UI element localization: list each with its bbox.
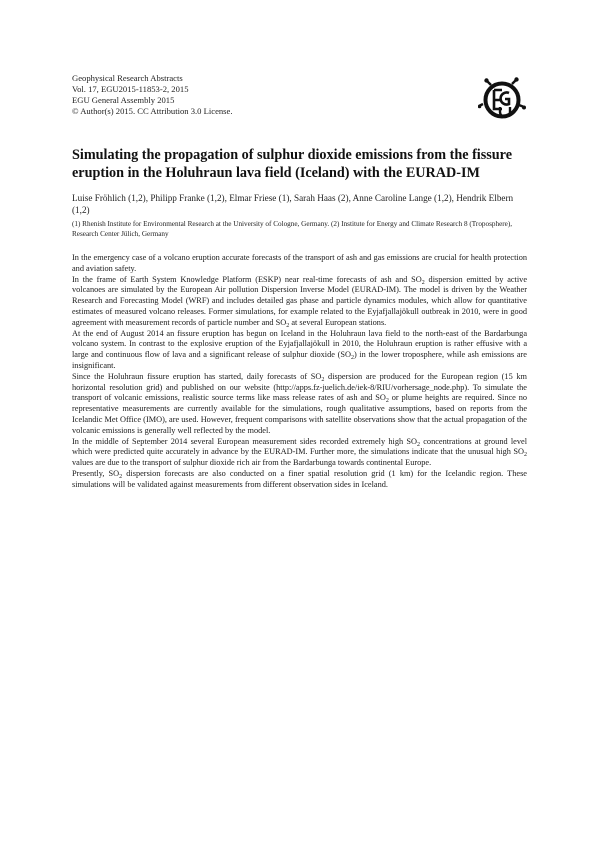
abstract-paragraph-4: Since the Holuhraun fissure eruption has started, daily forecasts of $SO_2$ dispersion are produced for the European region (15 km horizontal resolution grid) and published on our website (http://apps.fz-juelich.de/iek-8/RIU/vorhersage_node.php). To simulate the transport of volcanic emissions, realistic source terms like mass release rates of ash and $SO_2$ or plume heights are required. Since no representative measurements are currently available for the simulations, rough qualitative assumptions, based on reports from the Icelandic Met Office (IMO), are used. However, frequent comparisons with satellite observations show that the actual propagation of the volcanic emissions is generally well reflected by the model. [72,371,527,435]
author-list: Luise Fröhlich (1,2), Philipp Franke (1,2), Elmar Friese (1), Sarah Haas (2), Anne Caroline Lange (1,2), Hendrik Elbern (1,2) [72,193,514,215]
abstract-paragraph-1: In the emergency case of a volcano eruption accurate forecasts of the transport of ash and gas emissions are crucial for health protection and aviation safety. [72,253,527,273]
abstract-paragraph-5: In the middle of September 2014 several European measurement sides recorded extremely high $SO_2$ concentrations at ground level which were predicted quite accurately in advance by the EURAD-IM. Further more, the simulations indicate that the unusual high $SO_2$ values are due to the transport of sulphur dioxide rich air from the Bardarbunga towards continental Europe. [72,436,527,468]
abstract-body [72,253,527,491]
abstract-paragraph-2: In the frame of Earth System Knowledge Platform (ESKP) near real-time forecasts of ash and $SO_2$ dispersion emitted by active volcanoes are simulated by the European Air pollution Dispersion Inverse Model (EURAD-IM). The model is driven by the Weather Research and Forecasting Model (WRF) and includes detailed gas phase and particle dynamics modules, which allow for quantitative estimates of measured volcano releases. Former simulations, for example related to the Eyjafjallajökull outbreak in 2010, were in good agreement with measurement records of particle number and $SO_2$ at several European stations. [72,274,527,329]
affiliations: (1) Rhenish Institute for Environmental Research at the University of Cologne, Germany. (2) Institute for Energy and Climate Research 8 (Troposphere), Research Center Jülich, Germany [72,220,513,238]
assembly-info: EGU General Assembly 2015 [72,95,175,105]
journal-name: Geophysical Research Abstracts [72,73,183,83]
egu-logo-icon [478,76,526,124]
abstract-paragraph-6: Presently, $SO_2$ dispersion forecasts are also conducted on a finer spatial resolution grid (1 km) for the Icelandic region. These simulations will be validated against measurements from different observation sides in Iceland. [72,468,527,489]
paper-title: Simulating the propagation of sulphur dioxide emissions from the fissure eruption in the Holuhraun lava field (Iceland) with the EURAD-IM [72,147,513,181]
volume-info: Vol. 17, EGU2015-11853-2, 2015 [72,84,189,94]
header-block [72,73,372,117]
license-info: © Author(s) 2015. CC Attribution 3.0 License. [72,106,233,116]
abstract-paragraph-3: At the end of August 2014 an fissure eruption has begun on Iceland in the Holuhraun lava field to the north-east of the Bardarbunga volcano system. In contrast to the explosive eruption of the Eyjafjallajökull in 2010, the Holuhraun eruption is rather effusive with a large and continuous flow of lava and a significant release of sulphur dioxide $(SO_2)$ in the lower troposphere, while ash emissions are insignificant. [72,328,527,370]
